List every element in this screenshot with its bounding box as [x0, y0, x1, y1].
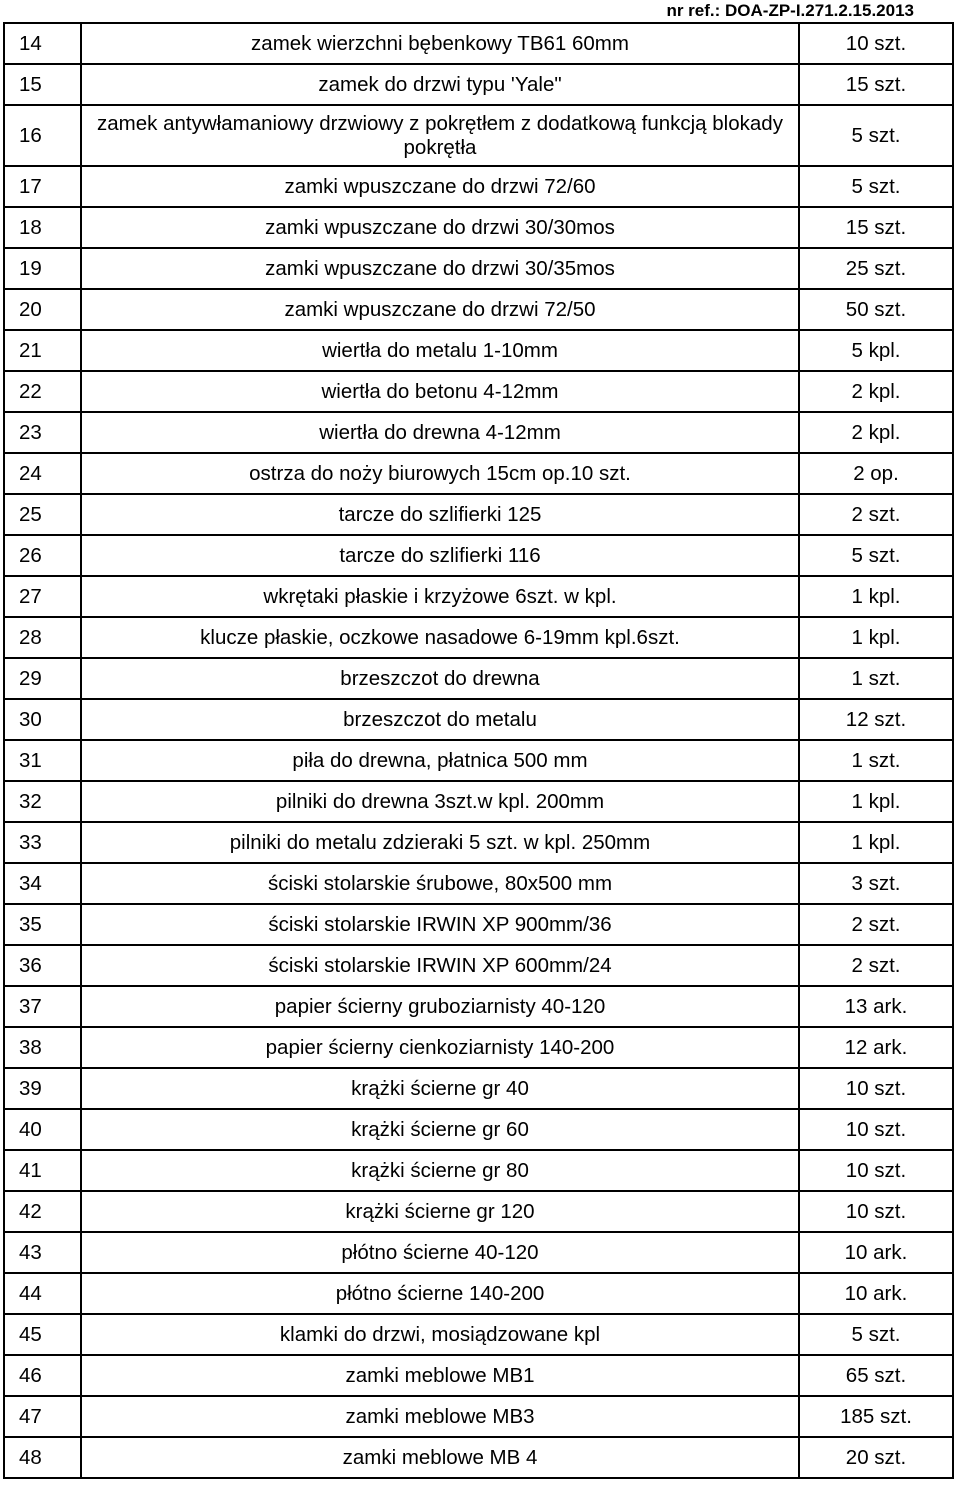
item-number: 29: [4, 658, 81, 699]
item-number: 43: [4, 1232, 81, 1273]
item-number: 46: [4, 1355, 81, 1396]
item-quantity: 25 szt.: [799, 248, 953, 289]
item-number: 27: [4, 576, 81, 617]
item-number: 24: [4, 453, 81, 494]
item-quantity: 5 szt.: [799, 535, 953, 576]
table-row: [4, 248, 953, 289]
item-name: papier ścierny cienkoziarnisty 140-200: [81, 1027, 799, 1068]
item-number: 16: [4, 105, 81, 166]
item-quantity: 10 szt.: [799, 23, 953, 64]
item-number: 41: [4, 1150, 81, 1191]
document-reference: nr ref.: DOA-ZP-I.271.2.15.2013: [666, 1, 914, 20]
item-quantity: 1 kpl.: [799, 576, 953, 617]
table-row: [4, 1027, 953, 1068]
item-quantity: 20 szt.: [799, 1437, 953, 1478]
item-number: 37: [4, 986, 81, 1027]
item-quantity: 10 ark.: [799, 1273, 953, 1314]
item-quantity: 10 szt.: [799, 1109, 953, 1150]
table-row: [4, 699, 953, 740]
table-row: [4, 330, 953, 371]
table-row: [4, 863, 953, 904]
item-number: 15: [4, 64, 81, 105]
item-number: 21: [4, 330, 81, 371]
table-row: [4, 986, 953, 1027]
item-name: płótno ścierne 140-200: [81, 1273, 799, 1314]
table-row: [4, 822, 953, 863]
table-row: [4, 412, 953, 453]
item-name: ściski stolarskie IRWIN XP 900mm/36: [81, 904, 799, 945]
item-name: tarcze do szlifierki 125: [81, 494, 799, 535]
item-quantity: 65 szt.: [799, 1355, 953, 1396]
item-number: 23: [4, 412, 81, 453]
table-row: [4, 453, 953, 494]
table-row: [4, 166, 953, 207]
item-number: 34: [4, 863, 81, 904]
table-row: [4, 781, 953, 822]
item-quantity: 10 ark.: [799, 1232, 953, 1273]
item-number: 47: [4, 1396, 81, 1437]
item-quantity: 5 szt.: [799, 105, 953, 166]
item-name: ostrza do noży biurowych 15cm op.10 szt.: [81, 453, 799, 494]
item-number: 18: [4, 207, 81, 248]
items-table: [3, 22, 954, 1479]
item-number: 42: [4, 1191, 81, 1232]
table-row: [4, 23, 953, 64]
table-row: [4, 494, 953, 535]
item-name: zamki meblowe MB1: [81, 1355, 799, 1396]
item-name: brzeszczot do metalu: [81, 699, 799, 740]
item-name: ściski stolarskie śrubowe, 80x500 mm: [81, 863, 799, 904]
item-quantity: 2 op.: [799, 453, 953, 494]
item-number: 17: [4, 166, 81, 207]
item-name: zamki wpuszczane do drzwi 72/50: [81, 289, 799, 330]
table-row: [4, 576, 953, 617]
item-number: 35: [4, 904, 81, 945]
table-row: [4, 1068, 953, 1109]
item-name-text: zamek antywłamaniowy drzwiowy z pokrętłem z dodatkową funkcją blokady pokrętła: [97, 111, 783, 159]
item-number: 31: [4, 740, 81, 781]
table-row: [4, 740, 953, 781]
item-quantity: 5 szt.: [799, 1314, 953, 1355]
table-row: [4, 105, 953, 166]
table-row: [4, 64, 953, 105]
item-quantity: 15 szt.: [799, 207, 953, 248]
item-name: zamki meblowe MB 4: [81, 1437, 799, 1478]
item-name: zamki wpuszczane do drzwi 72/60: [81, 166, 799, 207]
item-quantity: 2 szt.: [799, 904, 953, 945]
table-row: [4, 945, 953, 986]
item-number: 44: [4, 1273, 81, 1314]
item-number: 25: [4, 494, 81, 535]
table-row: [4, 1355, 953, 1396]
table-row: [4, 617, 953, 658]
table-row: [4, 1314, 953, 1355]
table-row: [4, 1232, 953, 1273]
item-name: wiertła do metalu 1-10mm: [81, 330, 799, 371]
item-number: 20: [4, 289, 81, 330]
table-row: [4, 1191, 953, 1232]
item-quantity: 1 kpl.: [799, 781, 953, 822]
item-number: 40: [4, 1109, 81, 1150]
item-name: krążki ścierne gr 80: [81, 1150, 799, 1191]
item-number: 19: [4, 248, 81, 289]
item-name: zamki wpuszczane do drzwi 30/30mos: [81, 207, 799, 248]
item-number: 22: [4, 371, 81, 412]
item-quantity: 12 szt.: [799, 699, 953, 740]
item-number: 32: [4, 781, 81, 822]
item-name: zamki wpuszczane do drzwi 30/35mos: [81, 248, 799, 289]
item-number: 33: [4, 822, 81, 863]
item-name: zamek wierzchni bębenkowy TB61 60mm: [81, 23, 799, 64]
item-quantity: 10 szt.: [799, 1150, 953, 1191]
table-row: [4, 371, 953, 412]
item-quantity: 15 szt.: [799, 64, 953, 105]
item-name: [81, 105, 799, 166]
item-quantity: 13 ark.: [799, 986, 953, 1027]
item-name: klamki do drzwi, mosiądzowane kpl: [81, 1314, 799, 1355]
item-number: 45: [4, 1314, 81, 1355]
item-name: płótno ścierne 40-120: [81, 1232, 799, 1273]
item-name: wiertła do betonu 4-12mm: [81, 371, 799, 412]
item-quantity: 10 szt.: [799, 1068, 953, 1109]
table-row: [4, 1109, 953, 1150]
item-name: pilniki do drewna 3szt.w kpl. 200mm: [81, 781, 799, 822]
item-number: 48: [4, 1437, 81, 1478]
item-name: pilniki do metalu zdzieraki 5 szt. w kpl. 250mm: [81, 822, 799, 863]
item-quantity: 2 szt.: [799, 945, 953, 986]
table-row: [4, 904, 953, 945]
table-row: [4, 289, 953, 330]
item-name: piła do drewna, płatnica 500 mm: [81, 740, 799, 781]
item-quantity: 12 ark.: [799, 1027, 953, 1068]
item-quantity: 1 szt.: [799, 658, 953, 699]
item-number: 30: [4, 699, 81, 740]
item-quantity: 5 szt.: [799, 166, 953, 207]
table-row: [4, 1437, 953, 1478]
item-number: 38: [4, 1027, 81, 1068]
item-number: 39: [4, 1068, 81, 1109]
item-name: ściski stolarskie IRWIN XP 600mm/24: [81, 945, 799, 986]
table-row: [4, 1396, 953, 1437]
item-name: zamek do drzwi typu 'Yale": [81, 64, 799, 105]
table-row: [4, 1273, 953, 1314]
item-name: brzeszczot do drewna: [81, 658, 799, 699]
item-quantity: 1 kpl.: [799, 822, 953, 863]
item-name: wiertła do drewna 4-12mm: [81, 412, 799, 453]
item-quantity: 3 szt.: [799, 863, 953, 904]
table-row: [4, 658, 953, 699]
table-row: [4, 535, 953, 576]
item-name: krążki ścierne gr 120: [81, 1191, 799, 1232]
items-table-body: [4, 23, 953, 1478]
table-row: [4, 207, 953, 248]
item-quantity: 2 kpl.: [799, 412, 953, 453]
item-quantity: 185 szt.: [799, 1396, 953, 1437]
item-quantity: 50 szt.: [799, 289, 953, 330]
item-number: 26: [4, 535, 81, 576]
item-quantity: 1 kpl.: [799, 617, 953, 658]
item-name: tarcze do szlifierki 116: [81, 535, 799, 576]
item-name: papier ścierny gruboziarnisty 40-120: [81, 986, 799, 1027]
item-quantity: 1 szt.: [799, 740, 953, 781]
item-number: 36: [4, 945, 81, 986]
item-quantity: 10 szt.: [799, 1191, 953, 1232]
item-name: krążki ścierne gr 60: [81, 1109, 799, 1150]
table-row: [4, 1150, 953, 1191]
item-name: zamki meblowe MB3: [81, 1396, 799, 1437]
item-quantity: 2 szt.: [799, 494, 953, 535]
item-name: krążki ścierne gr 40: [81, 1068, 799, 1109]
item-name: klucze płaskie, oczkowe nasadowe 6-19mm kpl.6szt.: [81, 617, 799, 658]
item-name: wkrętaki płaskie i krzyżowe 6szt. w kpl.: [81, 576, 799, 617]
item-quantity: 5 kpl.: [799, 330, 953, 371]
item-number: 28: [4, 617, 81, 658]
item-quantity: 2 kpl.: [799, 371, 953, 412]
item-number: 14: [4, 23, 81, 64]
